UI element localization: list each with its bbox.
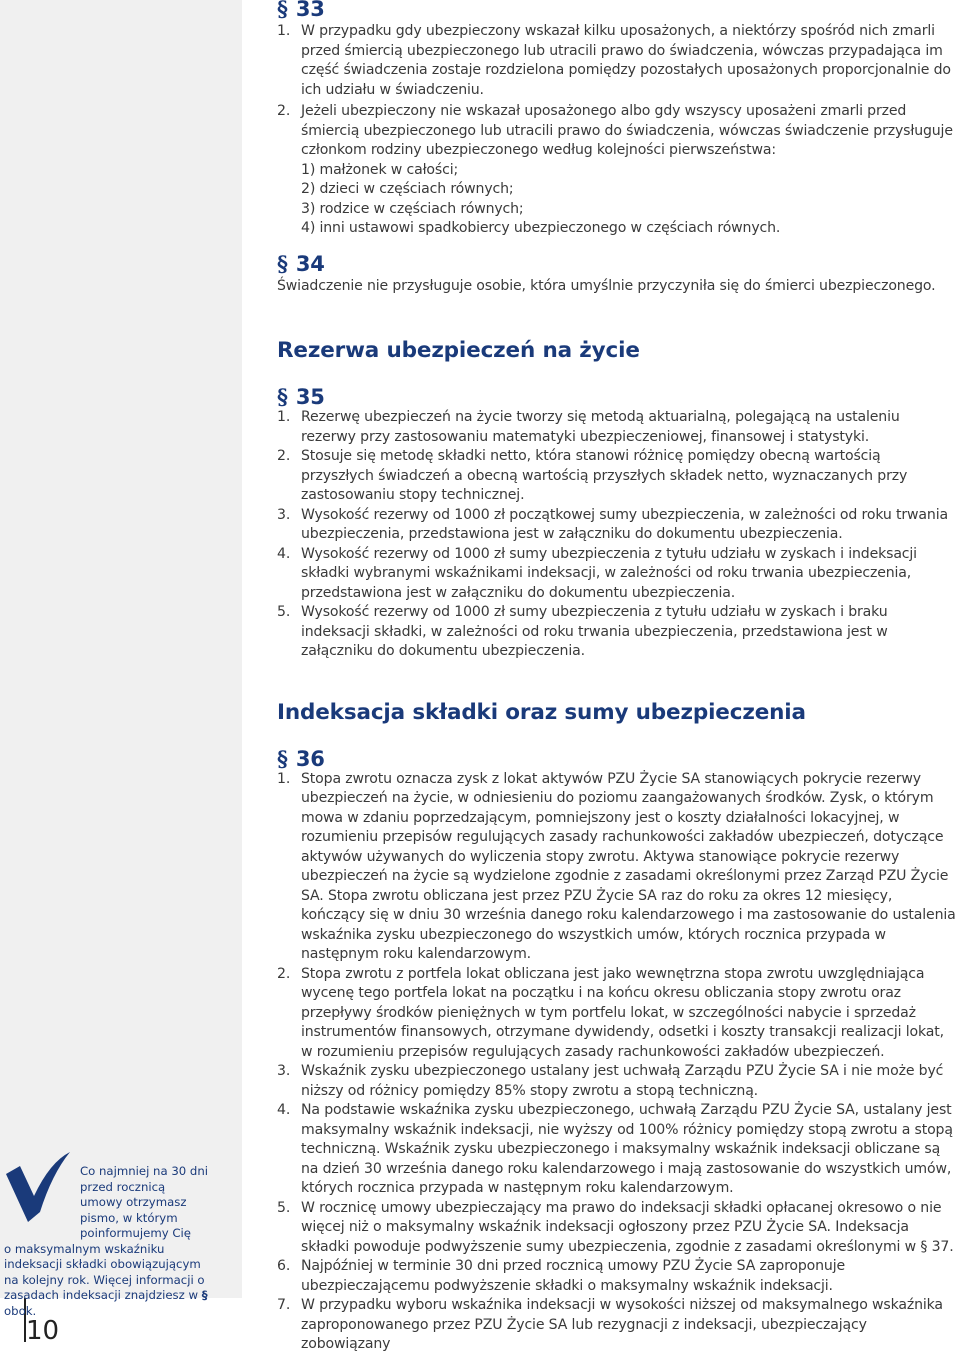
item-text: Rezerwę ubezpieczeń na życie tworzy się metodą aktuarialną, polegającą na ustaleniu rezerwy przy zastosowaniu matematyki ubezpieczeniowej, finansowej i statystyki.	[301, 409, 900, 445]
paragraph-33-heading	[277, 0, 957, 20]
list-item	[277, 1199, 957, 1258]
item-text: Stopa zwrotu oznacza zysk z lokat aktywów PZU Życie SA stanowiących pokrycie rezerwy ubezpieczeń na życie, w odniesieniu do poziomu zaangażowanych środków. Zysk, o którym mowa w zdaniu poprzedzającym, pomniejszony jest o koszty działalności lokacyjnej, w rozumieniu przepisów regulujących zasady rachunkowości zakładów ubezpieczeń, dotyczące aktywów używanych do wyliczenia stopy zwrotu. Aktywa stanowiące pokrycie rezerwy ubezpieczeń na życie są wydzielone zgodnie z zasadami określonymi przez Zarząd PZU Życie SA. Stopa zwrotu obliczana jest przez PZU Życie SA raz do roku za okres 12 miesięcy, kończący się w dniu 30 września danego roku kalendarzowego i ma zastosowanie do ustalenia wskaźnika zysku ubezpieczonego do wszystkich umów, których rocznica przypada w następnym roku kalendarzowym.	[301, 770, 956, 962]
list-item: 2) dzieci w częściach równych;	[301, 181, 514, 197]
paragraph-35-heading	[277, 386, 957, 408]
item-number: 2.	[277, 965, 291, 982]
paragraph-number: 36	[295, 746, 325, 771]
section-sign-icon: §	[277, 384, 288, 409]
side-note-rest: o maksymalnym wskaźniku indeksacji składki obowiązującym na kolejny rok. Więcej informacji o zasadach indeksacji znajdziesz w	[4, 1241, 205, 1302]
item-number: 1.	[277, 770, 291, 787]
paragraph-36-list	[277, 770, 957, 1355]
list-item	[277, 447, 957, 506]
item-number: 6.	[277, 1258, 291, 1274]
item-number: 2.	[277, 448, 291, 464]
paragraph-33-list	[277, 22, 957, 239]
paragraph-36-heading	[277, 745, 957, 771]
item-text: Wskaźnik zysku ubezpieczonego ustalany jest uchwałą Zarządu PZU Życie SA i nie może być niższy od różnicy pomiędzy 85% stopy zwrotu a stopą techniczną.	[301, 1063, 944, 1099]
paragraph-35-list	[277, 408, 957, 662]
item-text: W przypadku gdy ubezpieczony wskazał kilku uposażonych, a niektórzy spośród nich zmarli przed śmiercią ubezpieczonego lub utracili prawo do świadczenia, wówczas przypadająca im część świadczenia zostaje rozdzielona pomiędzy pozostałych uposażonych proporcjonalnie do ich udziału w świadczeniu.	[301, 23, 951, 98]
paragraph-number: 33	[295, 0, 325, 21]
item-text: Najpóźniej w terminie 30 dni przed rocznicą umowy PZU Życie SA zaproponuje ubezpieczającemu podwyższenie składki o maksymalny wskaźnik indeksacji.	[301, 1258, 845, 1294]
list-item	[277, 965, 957, 1063]
list-item	[277, 770, 957, 965]
list-item	[277, 408, 957, 447]
list-item	[277, 1101, 957, 1199]
list-item	[277, 22, 957, 100]
item-text: Wysokość rezerwy od 1000 zł początkowej sumy ubezpieczenia, w zależności od roku trwania ubezpieczenia, przedstawiona jest w załączniku do dokumentu ubezpieczenia.	[301, 506, 948, 542]
list-item	[277, 603, 957, 662]
section-title-indexation: Indeksacja składki oraz sumy ubezpieczenia	[277, 699, 806, 725]
section-sign-icon: §	[277, 745, 288, 771]
side-note	[4, 1164, 210, 1319]
list-item	[277, 545, 957, 604]
list-item: 1) małżonek w całości;	[301, 161, 459, 178]
item-number: 3.	[277, 1063, 291, 1079]
item-number: 2.	[277, 103, 291, 119]
list-item	[277, 102, 957, 239]
item-text: W przypadku wyboru wskaźnika indeksacji w wysokości niższej od maksymalnego wskaźnika zaproponowanego przez PZU Życie SA lub rezygnacji z indeksacji, ubezpieczający zobowiązany	[301, 1297, 943, 1352]
item-number: 5.	[277, 604, 291, 620]
item-number: 3.	[277, 506, 291, 523]
section-sign-icon: §	[277, 0, 288, 21]
paragraph-number: 35	[295, 385, 325, 409]
item-text: Wysokość rezerwy od 1000 zł sumy ubezpieczenia z tytułu udziału w zyskach i indeksacji składki wybranymi wskaźnikami indeksacji, w zależności od roku trwania ubezpieczenia, przedstawiona jest w załączniku do dokumentu ubezpieczenia.	[301, 545, 917, 601]
section-sign-icon: §	[201, 1288, 208, 1302]
list-item	[277, 1257, 957, 1296]
item-number: 4.	[277, 1102, 291, 1118]
item-text: Wysokość rezerwy od 1000 zł sumy ubezpieczenia z tytułu udziału w zyskach i braku indeksacji składki, w zależności od roku trwania ubezpieczenia, przedstawiona jest w załączniku do dokumentu ubezpieczenia.	[301, 604, 888, 659]
item-number: 1.	[277, 23, 291, 39]
item-number: 1.	[277, 409, 291, 425]
paragraph-34-heading	[277, 250, 957, 276]
check-mark-icon	[4, 1152, 72, 1224]
item-text: Stosuje się metodę składki netto, która stanowi różnicę pomiędzy obecną wartością przyszłych świadczeń a obecną wartością przyszłych składek netto, wyznaczanych przy zastosowaniu stopy technicznej.	[301, 448, 908, 503]
side-note-first: Co najmniej na 30 dni przed rocznicą umowy otrzymasz pismo, w którym poinformujemy Cię	[80, 1164, 208, 1240]
list-item	[277, 1062, 957, 1101]
section-sign-icon: §	[277, 250, 288, 276]
item-number: 4.	[277, 545, 291, 562]
family-order-list	[301, 161, 957, 239]
item-text: W rocznicę umowy ubezpieczający ma prawo do indeksacji składki opłacanej okresowo o nie więcej niż o maksymalny wskaźnik indeksacji ogłoszony przez PZU Życie SA. Indeksacja składki powoduje podwyższenie sumy ubezpieczenia, zgodnie z zasadami określonymi w § 37.	[301, 1199, 954, 1255]
list-item: 3) rodzice w częściach równych;	[301, 200, 524, 217]
item-text: Stopa zwrotu z portfela lokat obliczana jest jako wewnętrzna stopa zwrotu uwzględniająca wycenę tego portfela lokat na początku i na końcu okresu obliczania stopy zwrotu oraz przepływy środków pieniężnych w tym portfelu lokat, w szczególności nabycie i sprzedaż instrumentów finansowych, otrzymane dywidendy, odsetki i koszty transakcji realizacji lokat, w rozumieniu przepisów regulujących zasady rachunkowości zakładów ubezpieczeń.	[301, 965, 944, 1060]
paragraph-number: 34	[295, 251, 325, 276]
item-text: Jeżeli ubezpieczony nie wskazał uposażonego albo gdy wszyscy uposażeni zmarli przed śmiercią ubezpieczonego lub utracili prawo do świadczenia, wówczas świadczenie przysługuje członkom rodziny ubezpieczonego według kolejności pierwszeństwa:	[301, 103, 953, 158]
sidebar-panel	[0, 0, 242, 1298]
item-number: 7.	[277, 1297, 291, 1313]
page-number: 10	[26, 1316, 60, 1346]
list-item	[277, 506, 957, 545]
list-item: 4) inni ustawowi spadkobiercy ubezpieczonego w częściach równych.	[301, 220, 781, 236]
item-number: 5.	[277, 1199, 291, 1216]
paragraph-34-text: Świadczenie nie przysługuje osobie, która umyślnie przyczyniła się do śmierci ubezpieczonego.	[277, 277, 936, 294]
main-content	[277, 0, 957, 1355]
item-text: Na podstawie wskaźnika zysku ubezpieczonego, uchwałą Zarządu PZU Życie SA, ustalany jest maksymalny wskaźnik indeksacji, nie wyższy od 100% różnicy pomiędzy stopą zwrotu a stopą techniczną. Wskaźnik zysku ubezpieczonego i maksymalny wskaźnik indeksacji obliczane są na dzień 30 września danego roku kalendarzowego i mają zastosowanie do wszystkich umów, których rocznica przypada w następnym roku kalendarzowym.	[301, 1102, 953, 1196]
side-note-tail: obok.	[4, 1303, 37, 1318]
section-title-reserve: Rezerwa ubezpieczeń na życie	[277, 338, 640, 363]
list-item	[277, 1296, 957, 1355]
